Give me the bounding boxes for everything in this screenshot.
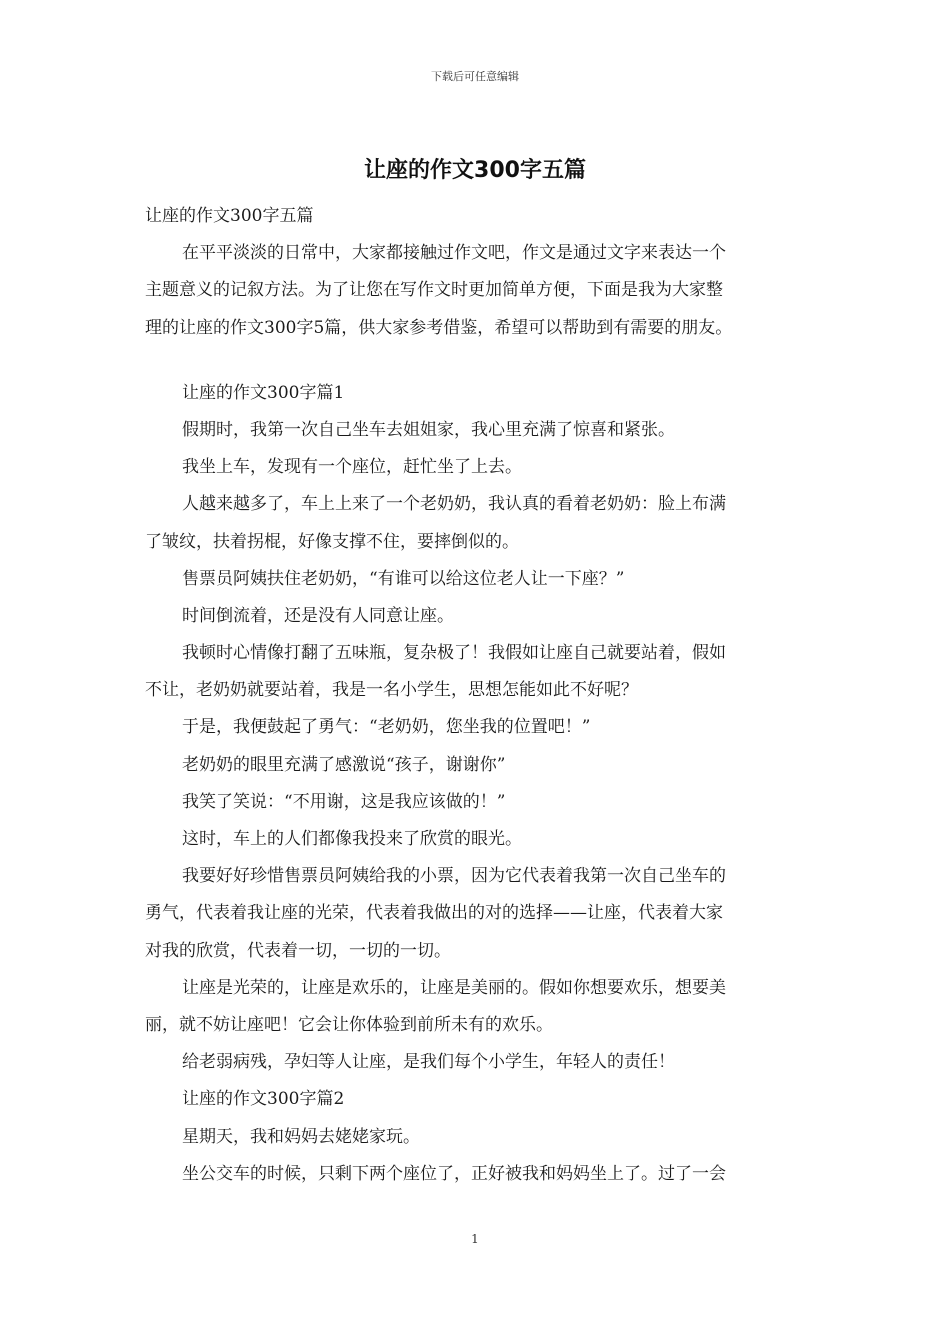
section-spacer xyxy=(145,347,825,375)
text-line: 我笑了笑说：“不用谢，这是我应该做的！” xyxy=(182,791,506,812)
header-note: 下载后可任意编辑 xyxy=(431,70,519,83)
text-line: 时间倒流着，还是没有人同意让座。 xyxy=(182,605,454,626)
text-line: 在平平淡淡的日常中，大家都接触过作文吧，作文是通过文字来表达一个 xyxy=(182,243,726,264)
text-line: 老奶奶的眼里充满了感激说“孩子，谢谢你” xyxy=(182,754,506,775)
document-title: 让座的作文300字五篇 xyxy=(364,158,586,183)
text-line: 不让，老奶奶就要站着，我是一名小学生，思想怎能如此不好呢？ xyxy=(145,680,638,701)
text-line: 让座的作文300字五篇 xyxy=(145,206,314,226)
text-line: 主题意义的记叙方法。为了让您在写作文时更加简单方便，下面是我为大家整 xyxy=(145,280,723,301)
text-line: 这时，车上的人们都像我投来了欣赏的眼光。 xyxy=(182,829,522,849)
text-line: 勇气，代表着我让座的光荣，代表着我做出的对的选择——让座，代表着大家 xyxy=(145,903,723,924)
text-line: 理的让座的作文300字5篇，供大家参考借鉴，希望可以帮助到有需要的朋友。 xyxy=(145,317,733,338)
text-line: 丽，就不妨让座吧！它会让你体验到前所未有的欢乐。 xyxy=(145,1014,553,1035)
text-line: 人越来越多了，车上上来了一个老奶奶，我认真的看着老奶奶：脸上布满 xyxy=(182,494,726,515)
page-number: 1 xyxy=(471,1232,479,1246)
text-line: 让座是光荣的，让座是欢乐的，让座是美丽的。假如你想要欢乐，想要美 xyxy=(182,977,726,998)
text-line: 坐公交车的时候，只剩下两个座位了，正好被我和妈妈坐上了。过了一会 xyxy=(182,1163,726,1184)
text-line: 让座的作文300字篇2 xyxy=(182,1089,345,1110)
text-line: 让座的作文300字篇1 xyxy=(182,382,345,403)
text-line: 我要好好珍惜售票员阿姨给我的小票，因为它代表着我第一次自己坐车的 xyxy=(182,866,726,887)
text-line: 假期时，我第一次自己坐车去姐姐家，我心里充满了惊喜和紧张。 xyxy=(182,419,675,440)
text-line: 售票员阿姨扶住老奶奶，“有谁可以给这位老人让一下座？” xyxy=(182,568,625,589)
text-line: 给老弱病残，孕妇等人让座，是我们每个小学生，年轻人的责任！ xyxy=(182,1052,675,1073)
text-line: 于是，我便鼓起了勇气：“老奶奶，您坐我的位置吧！” xyxy=(182,717,591,738)
document-body xyxy=(145,198,825,1193)
text-line: 对我的欣赏，代表着一切，一切的一切。 xyxy=(145,940,451,961)
text-line: 我坐上车，发现有一个座位，赶忙坐了上去。 xyxy=(182,457,522,478)
text-line: 星期天，我和妈妈去姥姥家玩。 xyxy=(182,1126,420,1147)
text-line: 了皱纹，扶着拐棍，好像支撑不住，要摔倒似的。 xyxy=(145,531,519,552)
text-line: 我顿时心情像打翻了五味瓶，复杂极了！我假如让座自己就要站着，假如 xyxy=(182,643,726,664)
